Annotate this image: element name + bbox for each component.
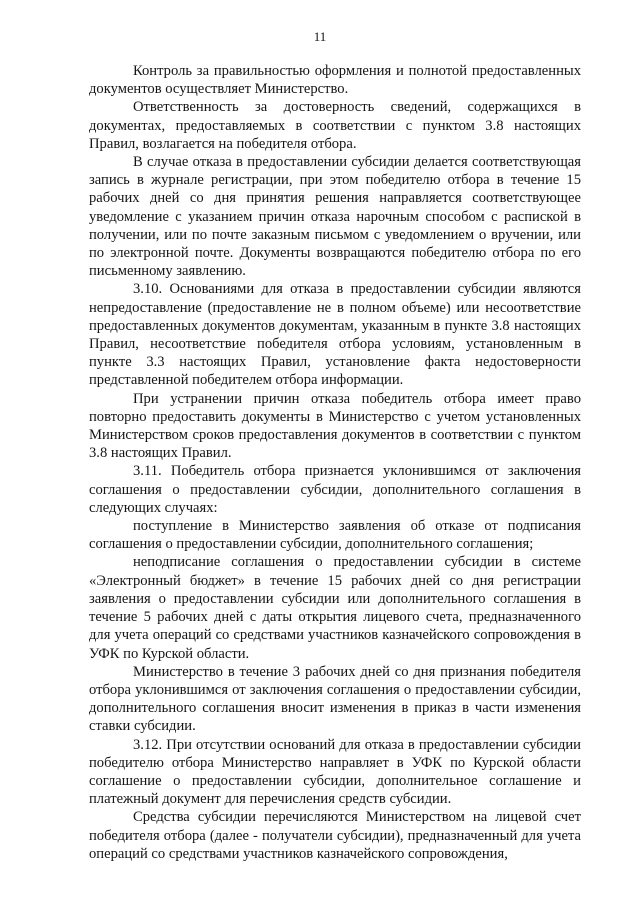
page-number: 11	[313, 29, 327, 44]
paragraph-evasion-case-refusal-statement: поступление в Министерство заявления об отказе от подписания соглашения о предоставлении субсидии, дополнительного соглашения;	[89, 518, 581, 553]
paragraph-ministry-changes: Министерство в течение 3 рабочих дней со дня признания победителя отбора уклонившимся от заключения соглашения о предоставлении субсидии, дополнительного соглашения вносит изменения в приказ в части изменения ставки субсидии.	[89, 663, 581, 735]
paragraph-3-10-refusal-grounds: 3.10. Основаниями для отказа в предоставлении субсидии являются непредоставление (предоставление не в полном объеме) или несоответствие предоставленных документов документам, указанным в пункте 3.8 настоящих Правил, несоответствие победителя отбора условиям, установленным в пункте 3.3 настоящих Правил, установление факта недостоверности представленной победителем отбора информации.	[89, 281, 581, 389]
document-body	[89, 62, 581, 863]
paragraph-refusal-procedure: В случае отказа в предоставлении субсидии делается соответствующая запись в журнале регистрации, при этом победителю отбора в течение 15 рабочих дней со дня принятия решения направляется соответствующее уведомление с указанием причин отказа нарочным способом с распиской в получении, или по почте заказным письмом с уведомлением о вручении, или по электронной почте. Документы возвращаются победителю отбора по его письменному заявлению.	[89, 154, 581, 280]
paragraph-control-statement: Контроль за правильностью оформления и полнотой предоставленных документов осуществляет Министерство.	[89, 63, 581, 98]
paragraph-resubmission: При устранении причин отказа победитель отбора имеет право повторно предоставить документы в Министерство с учетом установленных Министерством сроков предоставления документов в соответствии с пунктом 3.8 настоящих Правил.	[89, 390, 581, 462]
paragraph-responsibility: Ответственность за достоверность сведений, содержащихся в документах, предоставляемых в соответствии с пунктом 3.8 настоящих Правил, возлагается на победителя отбора.	[89, 99, 581, 152]
paragraph-3-12-agreement: 3.12. При отсутствии оснований для отказа в предоставлении субсидии победителю отбора Министерство направляет в УФК по Курской области соглашение о предоставлении субсидии, дополнительное соглашение и платежный документ для перечисления средств субсидии.	[89, 736, 581, 808]
paragraph-evasion-case-non-signing: неподписание соглашения о предоставлении субсидии в системе «Электронный бюджет» в течение 15 рабочих дней со дня регистрации заявления о предоставлении субсидии или дополнительного соглашения в течение 5 рабочих дней с даты открытия лицевого счета, предназначенного для учета операций со средствами участников казначейского сопровождения в УФК по Курской области.	[89, 554, 581, 662]
paragraph-3-11-evasion: 3.11. Победитель отбора признается уклонившимся от заключения соглашения о предоставлении субсидии, дополнительного соглашения в следующих случаях:	[89, 463, 581, 516]
paragraph-funds-transfer: Средства субсидии перечисляются Министерством на лицевой счет победителя отбора (далее - получатели субсидии), предназначенный для учета операций со средствами участников казначейского сопровождения,	[89, 809, 581, 862]
